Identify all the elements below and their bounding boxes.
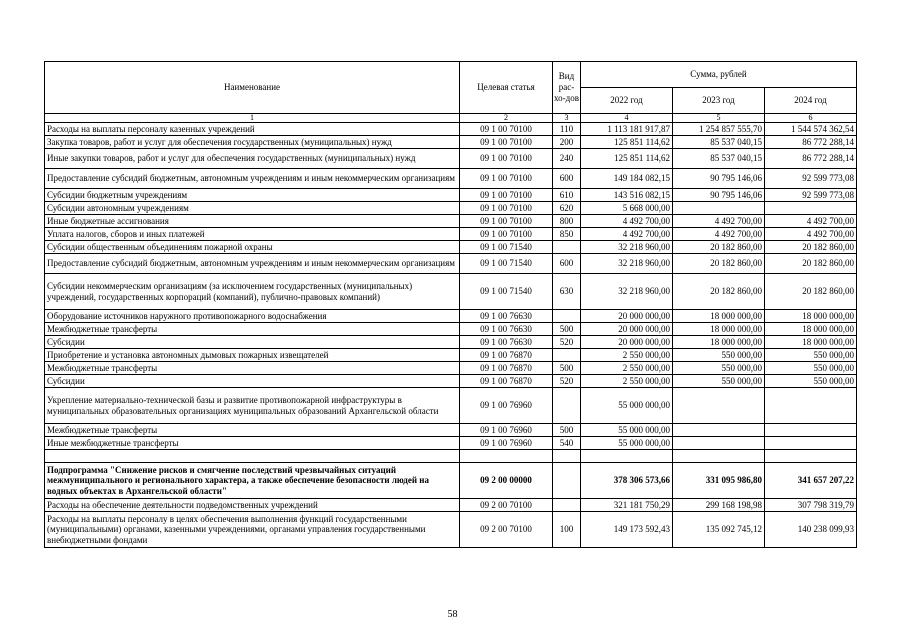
row-value-2023: 18 000 000,00 [673,310,765,323]
row-value-2023: 550 000,00 [673,362,765,375]
row-kind [553,450,581,463]
row-value-2023: 20 182 860,00 [673,241,765,254]
row-value-2022: 125 851 114,62 [581,149,673,169]
row-name: Предоставление субсидий бюджетным, автономным учреждениям и иным некоммерческим организациям [45,254,460,274]
table-row [45,336,857,349]
row-name: Межбюджетные трансферты [45,323,460,336]
row-name: Иные бюджетные ассигнования [45,215,460,228]
row-value-2023 [673,450,765,463]
row-value-2022: 143 516 082,15 [581,189,673,202]
table-row [45,388,857,424]
row-value-2022: 1 113 181 917,87 [581,123,673,136]
row-value-2024: 140 238 099,93 [765,512,857,548]
header-kind-of-expense: Вид рас-хо-дов [553,62,581,114]
row-value-2022: 125 851 114,62 [581,136,673,149]
row-code: 09 1 00 76630 [460,323,553,336]
row-value-2024: 20 182 860,00 [765,241,857,254]
row-kind [553,241,581,254]
index-3: 3 [553,114,581,123]
row-code: 09 1 00 71540 [460,254,553,274]
table-row [45,375,857,388]
row-value-2024: 307 798 319,79 [765,499,857,512]
row-value-2022: 5 668 000,00 [581,202,673,215]
row-code: 09 1 00 70100 [460,215,553,228]
row-code: 09 1 00 76960 [460,424,553,437]
row-value-2024: 18 000 000,00 [765,323,857,336]
row-kind: 100 [553,512,581,548]
row-name: Подпрограмма "Снижение рисков и смягчение последствий чрезвычайных ситуаций межмуниципального и регионального характера, а также обеспечение безопасности людей на водных объектах в Архангельской области" [45,463,460,499]
row-value-2023: 90 795 146,06 [673,189,765,202]
row-name: Закупка товаров, работ и услуг для обеспечения государственных (муниципальных) нужд [45,136,460,149]
row-kind: 800 [553,215,581,228]
row-value-2023: 550 000,00 [673,349,765,362]
table-row [45,463,857,499]
row-value-2024: 4 492 700,00 [765,215,857,228]
row-value-2023: 331 095 986,80 [673,463,765,499]
row-value-2022: 55 000 000,00 [581,437,673,450]
row-value-2022: 32 218 960,00 [581,274,673,310]
row-name: Иные межбюджетные трансферты [45,437,460,450]
row-name: Предоставление субсидий бюджетным, автономным учреждениям и иным некоммерческим организациям [45,169,460,189]
row-value-2023: 135 092 745,12 [673,512,765,548]
row-kind [553,349,581,362]
row-value-2022: 149 173 592,43 [581,512,673,548]
index-5: 5 [673,114,765,123]
table-row [45,136,857,149]
row-value-2024: 550 000,00 [765,349,857,362]
table-row [45,149,857,169]
row-kind: 600 [553,254,581,274]
header-year-2022: 2022 год [581,88,673,114]
table-row [45,202,857,215]
row-kind: 520 [553,375,581,388]
row-value-2024: 18 000 000,00 [765,310,857,323]
row-value-2024: 20 182 860,00 [765,254,857,274]
row-value-2023: 20 182 860,00 [673,254,765,274]
row-name: Субсидии бюджетным учреждениям [45,189,460,202]
header-name: Наименование [45,62,460,114]
row-code: 09 2 00 70100 [460,499,553,512]
page-number: 58 [447,609,458,620]
row-code: 09 1 00 70100 [460,123,553,136]
row-value-2022: 149 184 082,15 [581,169,673,189]
row-name: Субсидии некоммерческим организациям (за исключением государственных (муниципальных) учреждений, государственных корпораций (компаний), публично-правовых компаний) [45,274,460,310]
row-value-2022: 4 492 700,00 [581,215,673,228]
row-kind [553,463,581,499]
row-value-2024: 550 000,00 [765,375,857,388]
row-kind [553,499,581,512]
row-name: Укрепление материально-технической базы и развитие противопожарной инфраструктуры в муниципальных образовательных организациях муниципальных образований Архангельской области [45,388,460,424]
row-value-2023: 1 254 857 555,70 [673,123,765,136]
row-value-2023: 20 182 860,00 [673,274,765,310]
row-name: Оборудование источников наружного противопожарного водоснабжения [45,310,460,323]
row-value-2023: 550 000,00 [673,375,765,388]
table-row [45,499,857,512]
row-code: 09 2 00 00000 [460,463,553,499]
index-2: 2 [460,114,553,123]
row-kind: 200 [553,136,581,149]
table-row [45,450,857,463]
row-code: 09 1 00 70100 [460,228,553,241]
row-value-2023: 4 492 700,00 [673,228,765,241]
row-value-2023: 4 492 700,00 [673,215,765,228]
row-value-2023 [673,437,765,450]
row-value-2022: 20 000 000,00 [581,336,673,349]
table-header [45,62,857,123]
row-name: Расходы на обеспечение деятельности подведомственных учреждений [45,499,460,512]
row-name: Субсидии [45,336,460,349]
table-row [45,241,857,254]
row-name: Субсидии [45,375,460,388]
index-1: 1 [45,114,460,123]
table-row [45,310,857,323]
header-target-article: Целевая статья [460,62,553,114]
row-code: 09 1 00 71540 [460,241,553,254]
table-row [45,215,857,228]
row-value-2022: 55 000 000,00 [581,388,673,424]
header-index-row [45,114,857,123]
row-value-2022: 32 218 960,00 [581,254,673,274]
row-value-2024: 20 182 860,00 [765,274,857,310]
row-kind: 500 [553,323,581,336]
row-value-2023 [673,388,765,424]
table-row [45,123,857,136]
row-value-2024 [765,450,857,463]
row-value-2024 [765,437,857,450]
row-value-2024: 4 492 700,00 [765,228,857,241]
row-kind: 110 [553,123,581,136]
row-code: 09 1 00 70100 [460,189,553,202]
row-value-2024: 92 599 773,08 [765,189,857,202]
row-name: Субсидии общественным объединениям пожарной охраны [45,241,460,254]
header-year-2023: 2023 год [673,88,765,114]
table-row [45,512,857,548]
row-value-2022: 20 000 000,00 [581,310,673,323]
row-code: 09 1 00 76870 [460,349,553,362]
row-name: Субсидии автономным учреждениям [45,202,460,215]
row-code: 09 1 00 76630 [460,310,553,323]
row-value-2022: 20 000 000,00 [581,323,673,336]
row-name [45,450,460,463]
table-row [45,274,857,310]
row-value-2022: 2 550 000,00 [581,349,673,362]
row-code: 09 1 00 70100 [460,169,553,189]
row-name: Иные закупки товаров, работ и услуг для обеспечения государственных (муниципальных) нужд [45,149,460,169]
row-value-2023: 18 000 000,00 [673,336,765,349]
row-value-2024: 1 544 574 362,54 [765,123,857,136]
row-name: Расходы на выплаты персоналу в целях обеспечения выполнения функций государственными (муниципальными) органами, казенными учреждениями, органами управления государственными внебюджетными фондами [45,512,460,548]
table-row [45,189,857,202]
row-kind [553,310,581,323]
row-code [460,450,553,463]
row-kind: 610 [553,189,581,202]
budget-table-sheet [44,61,856,548]
header-sum: Сумма, рублей [581,62,857,88]
row-value-2024: 86 772 288,14 [765,149,857,169]
row-value-2022: 55 000 000,00 [581,424,673,437]
table-row [45,362,857,375]
row-name: Межбюджетные трансферты [45,362,460,375]
table-row [45,424,857,437]
row-value-2023 [673,202,765,215]
row-kind: 620 [553,202,581,215]
table-row [45,437,857,450]
row-kind: 540 [553,437,581,450]
index-4: 4 [581,114,673,123]
row-value-2022 [581,450,673,463]
row-value-2022: 321 181 750,29 [581,499,673,512]
row-value-2022: 32 218 960,00 [581,241,673,254]
row-value-2022: 378 306 573,66 [581,463,673,499]
row-code: 09 1 00 71540 [460,274,553,310]
row-value-2024 [765,388,857,424]
row-value-2023: 85 537 040,15 [673,136,765,149]
row-code: 09 1 00 70100 [460,149,553,169]
row-value-2022: 4 492 700,00 [581,228,673,241]
row-value-2024: 86 772 288,14 [765,136,857,149]
row-kind: 240 [553,149,581,169]
row-code: 09 1 00 76630 [460,336,553,349]
row-value-2023: 299 168 198,98 [673,499,765,512]
row-value-2023: 18 000 000,00 [673,323,765,336]
row-kind [553,388,581,424]
row-name: Межбюджетные трансферты [45,424,460,437]
row-value-2024 [765,424,857,437]
index-6: 6 [765,114,857,123]
row-kind: 600 [553,169,581,189]
row-value-2024: 341 657 207,22 [765,463,857,499]
row-code: 09 1 00 76870 [460,375,553,388]
row-value-2023 [673,424,765,437]
row-value-2023: 90 795 146,06 [673,169,765,189]
row-value-2022: 2 550 000,00 [581,362,673,375]
row-value-2024 [765,202,857,215]
row-value-2022: 2 550 000,00 [581,375,673,388]
row-name: Приобретение и установка автономных дымовых пожарных извещателей [45,349,460,362]
row-kind: 630 [553,274,581,310]
row-value-2023: 85 537 040,15 [673,149,765,169]
table-row [45,349,857,362]
row-name: Расходы на выплаты персоналу казенных учреждений [45,123,460,136]
row-code: 09 1 00 70100 [460,136,553,149]
row-code: 09 2 00 70100 [460,512,553,548]
row-kind: 520 [553,336,581,349]
row-value-2024: 550 000,00 [765,362,857,375]
row-name: Уплата налогов, сборов и иных платежей [45,228,460,241]
header-year-2024: 2024 год [765,88,857,114]
table-row [45,254,857,274]
table-row [45,169,857,189]
row-kind: 850 [553,228,581,241]
row-code: 09 1 00 70100 [460,202,553,215]
row-code: 09 1 00 76870 [460,362,553,375]
table-body [45,123,857,548]
row-value-2024: 92 599 773,08 [765,169,857,189]
row-value-2024: 18 000 000,00 [765,336,857,349]
budget-table [44,61,857,548]
row-code: 09 1 00 76960 [460,437,553,450]
table-row [45,228,857,241]
row-code: 09 1 00 76960 [460,388,553,424]
table-row [45,323,857,336]
row-kind: 500 [553,362,581,375]
row-kind: 500 [553,424,581,437]
